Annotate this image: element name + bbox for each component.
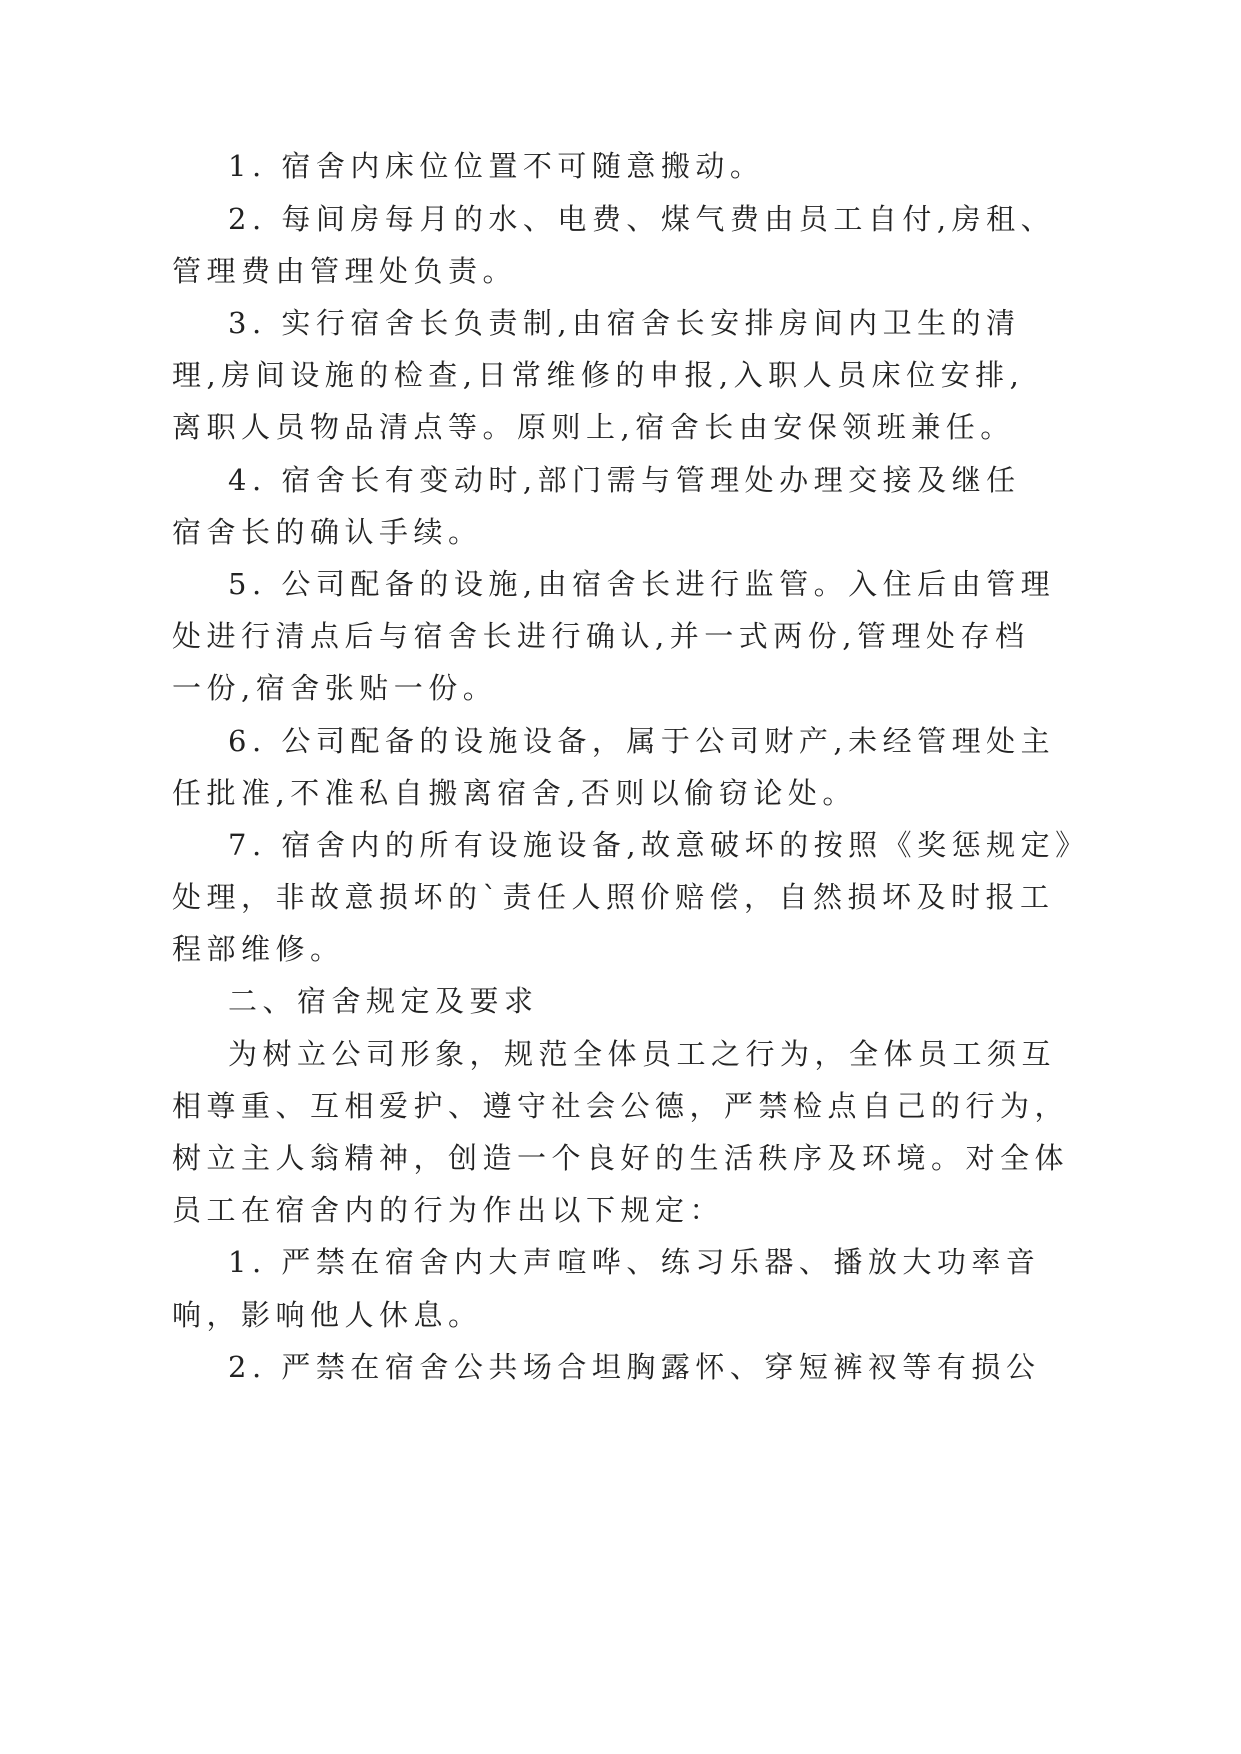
text-line: 为树立公司形象，规范全体员工之行为，全体员工须互 bbox=[228, 1037, 1057, 1071]
text-line: 程部维修。 bbox=[172, 932, 345, 966]
text-line: 3. 实行宿舍长负责制,由宿舍长安排房间内卫生的清 bbox=[228, 306, 1021, 340]
text-line: 任批准,不准私自搬离宿舍,否则以偷窃论处。 bbox=[172, 776, 857, 810]
text-line: 树立主人翁精神，创造一个良好的生活秩序及环境。对全体 bbox=[172, 1141, 1070, 1175]
text-line: 宿舍长的确认手续。 bbox=[172, 515, 483, 549]
text-line: 4. 宿舍长有变动时,部门需与管理处办理交接及继任 bbox=[228, 463, 1021, 497]
section-heading: 二、宿舍规定及要求 bbox=[228, 984, 539, 1018]
text-line: 1. 严禁在宿舍内大声喧哗、练习乐器、播放大功率音 bbox=[228, 1245, 1041, 1279]
text-line: 2. 严禁在宿舍公共场合坦胸露怀、穿短裤衩等有损公 bbox=[228, 1350, 1041, 1384]
text-line: 响，影响他人休息。 bbox=[172, 1298, 483, 1332]
text-line: 管理费由管理处负责。 bbox=[172, 254, 518, 288]
text-line: 一份,宿舍张贴一份。 bbox=[172, 671, 498, 705]
text-line: 5. 公司配备的设施,由宿舍长进行监管。入住后由管理 bbox=[228, 567, 1056, 601]
text-line: 员工在宿舍内的行为作出以下规定： bbox=[172, 1193, 725, 1227]
text-line: 处理，非故意损坏的`责任人照价赔偿，自然损坏及时报工 bbox=[172, 880, 1055, 914]
text-line: 6. 公司配备的设施设备，属于公司财产,未经管理处主 bbox=[228, 724, 1056, 758]
text-line: 相尊重、互相爱护、遵守社会公德，严禁检点自己的行为， bbox=[172, 1089, 1070, 1123]
text-line: 2. 每间房每月的水、电费、煤气费由员工自付,房租、 bbox=[228, 202, 1056, 236]
text-line: 理,房间设施的检查,日常维修的申报,入职人员床位安排, bbox=[172, 358, 1025, 392]
text-line: 1. 宿舍内床位位置不可随意搬动。 bbox=[228, 149, 765, 183]
text-line: 离职人员物品清点等。原则上,宿舍长由安保领班兼任。 bbox=[172, 410, 1015, 444]
text-line: 7. 宿舍内的所有设施设备,故意破坏的按照《奖惩规定》 bbox=[228, 828, 1090, 862]
text-line: 处进行清点后与宿舍长进行确认,并一式两份,管理处存档 bbox=[172, 619, 1030, 653]
